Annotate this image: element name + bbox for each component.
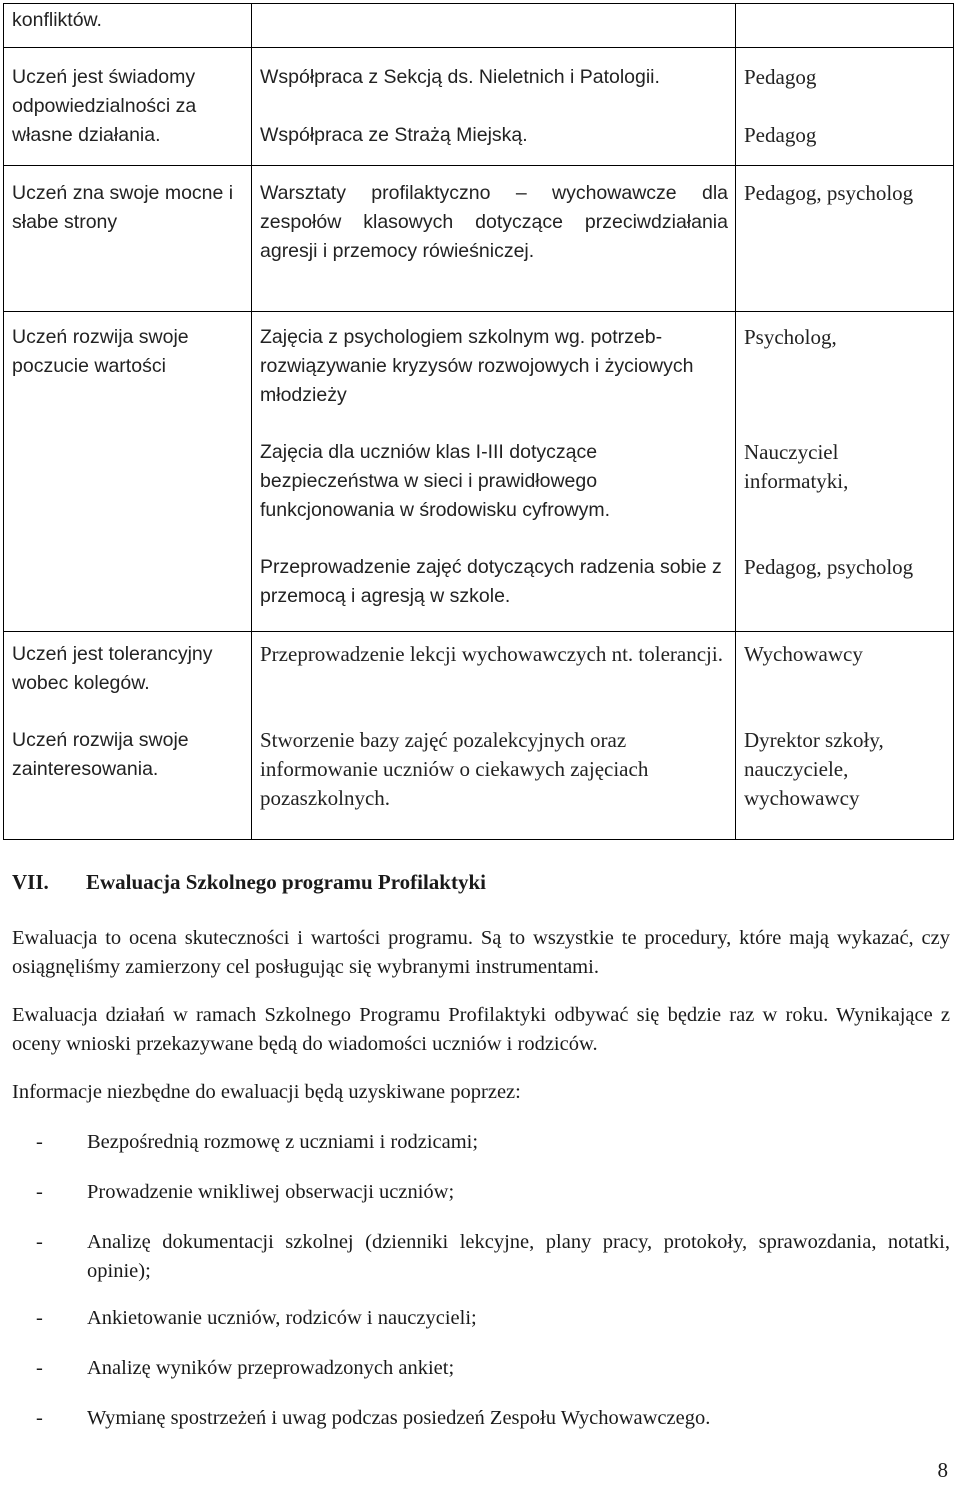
paragraph-definition: Ewaluacja to ocena skuteczności i wartości programu. Są to wszystkie te procedury, które mają wykazać, czy osiągnęliśmy zamierzony cel posługując się wybranymi instrumentami. [12,927,950,978]
table-row-line-2 [3,165,954,166]
list-item-text: Bezpośrednią rozmowę z uczniami i rodzicami; [87,1131,479,1153]
table-cell-person: Pedagog [744,65,817,89]
table-row-line-4 [3,631,954,632]
paragraph-sources-intro: Informacje niezbędne do ewaluacji będą uzyskiwane poprzez: [12,1081,521,1103]
list-item-text: Ankietowanie uczniów, rodziców i nauczycieli; [87,1307,477,1329]
table-border-bottom [3,839,954,840]
list-item-text: Wymianę spostrzeżeń i uwag podczas posiedzeń Zespołu Wychowawczego. [87,1407,711,1429]
list-marker: - [36,1131,43,1153]
table-cell-task: Stworzenie bazy zajęć pozalekcyjnych oraz informowanie uczniów o ciekawych zajęciach pozaszkolnych. [260,728,649,810]
table-border-left [3,3,4,840]
table-cell-goal: konfliktów. [12,9,102,31]
list-item-text: Prowadzenie wnikliwej obserwacji uczniów; [87,1181,455,1203]
list-item-text: Analizę wyników przeprowadzonych ankiet; [87,1357,455,1379]
table-border-top [3,3,954,4]
table-cell-person: Dyrektor szkoły, nauczyciele, wychowawcy [744,728,884,810]
table-cell-person: Pedagog, psycholog [744,181,914,205]
list-marker: - [36,1357,43,1379]
table-row-line-1 [3,47,954,48]
table-cell-person: Nauczyciel informatyki, [744,440,849,493]
table-cell-person: Psycholog, [744,325,837,349]
table-border-right [953,3,954,840]
list-item [36,1404,950,1433]
table-cell-goal: Uczeń zna swoje mocne i słabe strony [12,182,234,233]
page-number: 8 [937,1458,948,1482]
table-cell-person: Wychowawcy [744,642,863,666]
list-item-text: Analizę dokumentacji szkolnej (dzienniki lekcyjne, plany pracy, protokoły, sprawozdania, notatki, opinie); [87,1231,950,1282]
table-cell-person: Pedagog, psycholog [744,555,914,579]
table-cell-goal: Uczeń jest tolerancyjny wobec kolegów. [12,643,213,694]
list-item [36,1178,950,1207]
paragraph-schedule: Ewaluacja działań w ramach Szkolnego Programu Profilaktyki odbywać się będzie raz w roku. Wynikające z oceny wnioski przekazywane będą do wiadomości uczniów i rodziców. [12,1004,950,1055]
table-cell-task: Współpraca z Sekcją ds. Nieletnich i Patologii. [260,66,660,88]
table-divider-col2 [735,3,736,840]
list-item [36,1304,950,1333]
section-title: Ewaluacja Szkolnego programu Profilaktyki [86,870,486,894]
table-cell-task: Przeprowadzenie lekcji wychowawczych nt. tolerancji. [260,642,723,666]
table-cell-goal: Uczeń rozwija swoje zainteresowania. [12,729,189,780]
list-marker: - [36,1407,43,1429]
table-cell-goal: Uczeń rozwija swoje poczucie wartości [12,326,189,377]
table-cell-task: Zajęcia z psychologiem szkolnym wg. potrzeb- rozwiązywanie kryzysów rozwojowych i życiowych młodzieży [260,326,694,406]
list-item [36,1354,950,1383]
table-cell-task: Warsztaty profilaktyczno – wychowawcze dla zespołów klasowych dotyczące przeciwdziałania agresji i przemocy rówieśniczej. [260,182,728,262]
list-item [36,1228,950,1286]
list-marker: - [36,1231,43,1253]
list-marker: - [36,1181,43,1203]
list-marker: - [36,1307,43,1329]
table-divider-col1 [251,3,252,840]
section-number: VII. [12,870,49,894]
table-row-line-3 [3,311,954,312]
list-item [36,1128,950,1157]
table-cell-task: Zajęcia dla uczniów klas I-III dotyczące bezpieczeństwa w sieci i prawidłowego funkcjonowania w środowisku cyfrowym. [260,441,611,521]
table-cell-task: Przeprowadzenie zajęć dotyczących radzenia sobie z przemocą i agresją w szkole. [260,556,722,607]
table-cell-goal: Uczeń jest świadomy odpowiedzialności za własne działania. [12,66,197,146]
table-cell-task: Współpraca ze Strażą Miejską. [260,124,528,146]
table-cell-person: Pedagog [744,123,817,147]
